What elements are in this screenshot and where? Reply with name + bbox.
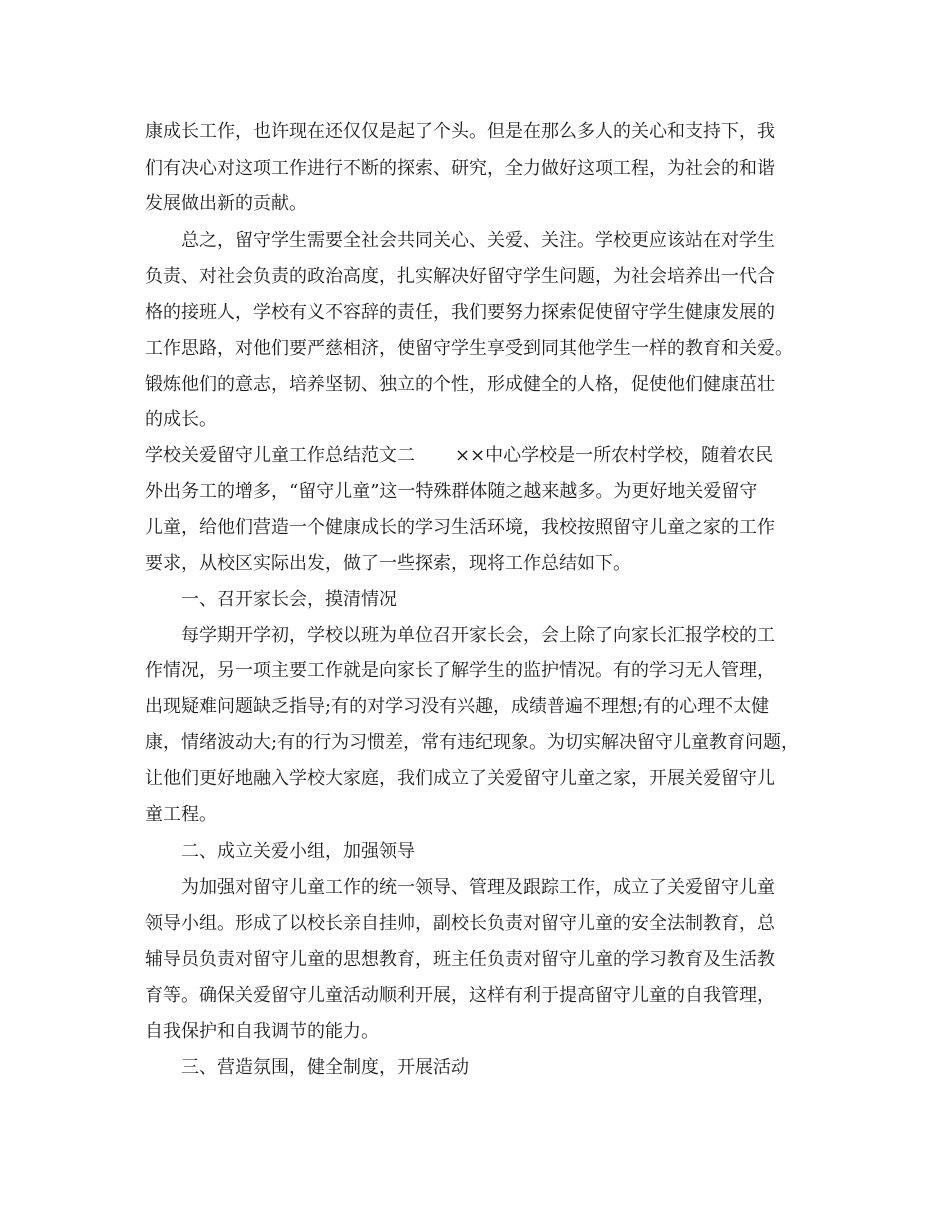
paragraph-line: 儿童，给他们营造一个健康成长的学习生活环境，我校按照留守儿童之家的工作 — [145, 517, 775, 538]
paragraph-line: 童工程。 — [145, 804, 217, 825]
article-intro: ××中心学校是一所农村学校，随着农民 — [455, 445, 774, 466]
paragraph-line: 的成长。 — [145, 409, 217, 430]
paragraph-line: 锻炼他们的意志，培养坚韧、独立的个性，形成健全的人格，促使他们健康茁壮 — [145, 374, 775, 395]
paragraph-line: 要求，从校区实际出发，做了一些探索，现将工作总结如下。 — [145, 553, 631, 574]
paragraph-line: 格的接班人，学校有义不容辞的责任，我们要努力探索促使留守学生健康发展的 — [145, 302, 775, 323]
paragraph-line: 外出务工的增多，“留守儿童”这一特殊群体随之越来越多。为更好地关爱留守 — [145, 481, 758, 502]
section-heading: 三、营造氛围，健全制度，开展活动 — [181, 1057, 469, 1078]
paragraph-line: 总之，留守学生需要全社会共同关心、关爱、关注。学校更应该站在对学生 — [181, 230, 775, 251]
paragraph-line: 出现疑难问题缺乏指导;有的对学习没有兴趣，成绩普遍不理想;有的心理不太健 — [145, 696, 770, 717]
paragraph-line: 发展做出新的贡献。 — [145, 193, 307, 214]
section-heading: 二、成立关爱小组，加强领导 — [181, 841, 415, 862]
paragraph-line: 自我保护和自我调节的能力。 — [145, 1021, 379, 1042]
paragraph-line: 为加强对留守儿童工作的统一领导、管理及跟踪工作，成立了关爱留守儿童 — [181, 877, 775, 898]
paragraph-line: 让他们更好地融入学校大家庭，我们成立了关爱留守儿童之家，开展关爱留守儿 — [145, 768, 775, 789]
section-heading: 一、召开家长会，摸清情况 — [181, 589, 397, 610]
section-heading-line — [145, 444, 773, 468]
paragraph-line: 负责、对社会负责的政治高度，扎实解决好留守学生问题，为社会培养出一代合 — [145, 266, 775, 287]
paragraph-line: 作情况，另一项主要工作就是向家长了解学生的监护情况。有的学习无人管理， — [145, 660, 775, 681]
paragraph-line: 工作思路，对他们要严慈相济，使留守学生享受到同其他学生一样的教育和关爱。 — [145, 338, 793, 359]
paragraph-line: 康，情绪波动大;有的行为习惯差，常有违纪现象。为切实解决留守儿童教育问题， — [145, 732, 800, 753]
article-title: 学校关爱留守儿童工作总结范文二 — [145, 445, 415, 466]
paragraph-line: 领导小组。形成了以校长亲自挂帅，副校长负责对留守儿童的安全法制教育，总 — [145, 913, 775, 934]
paragraph-line: 康成长工作，也许现在还仅仅是起了个头。但是在那么多人的关心和支持下，我 — [145, 121, 775, 142]
paragraph-line: 们有决心对这项工作进行不断的探索、研究，全力做好这项工程，为社会的和谐 — [145, 158, 775, 179]
paragraph-line: 育等。确保关爱留守儿童活动顺利开展，这样有利于提高留守儿童的自我管理， — [145, 985, 775, 1006]
paragraph-line: 辅导员负责对留守儿童的思想教育，班主任负责对留守儿童的学习教育及生活教 — [145, 949, 775, 970]
paragraph-line: 每学期开学初，学校以班为单位召开家长会，会上除了向家长汇报学校的工 — [181, 625, 775, 646]
